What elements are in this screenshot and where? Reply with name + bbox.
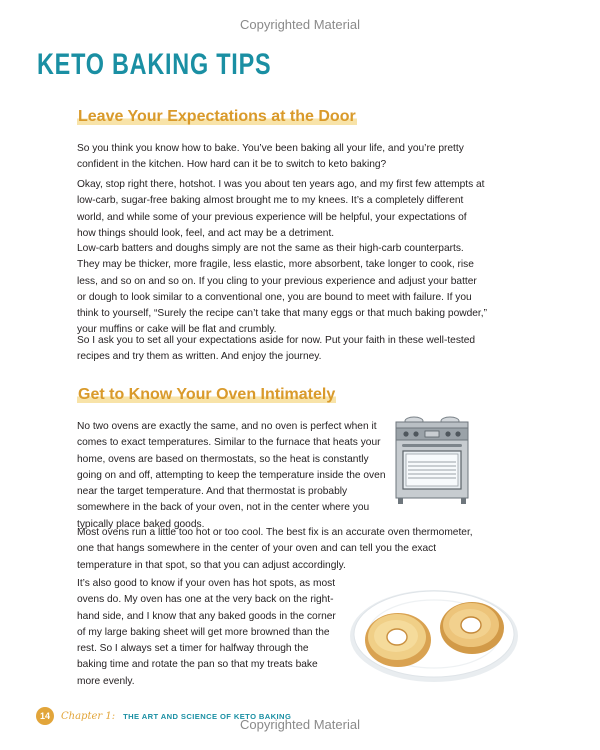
donuts-photo xyxy=(348,584,520,684)
section-heading-oven xyxy=(77,386,336,404)
paragraph: Low-carb batters and doughs simply are not the same as their high-carb counterparts. They may be thicker, more fragile, less elastic, more absorbent, take longer to cook, rise less, and so on and so on. If you cling to your previous experience and adjust your batter or dough to look similar to a conventional one, you are bound to meet with failure. If you think to yourself, “Surely the recipe can’t take that many eggs or that much baking powder,” your muffins or cake will be flat and crumbly. xyxy=(77,243,487,336)
paragraph: So you think you know how to bake. You’ve been baking all your life, and you’re pretty confident in the kitchen. How hard can it be to switch to keto baking? xyxy=(77,143,464,171)
oven-illustration xyxy=(392,412,472,506)
page-title: KETO BAKING TIPS xyxy=(37,48,272,81)
watermark-bottom: Copyrighted Material xyxy=(240,717,360,732)
section-heading-expectations xyxy=(77,108,357,126)
paragraph: It’s also good to know if your oven has hot spots, as most ovens do. My oven has one at the very back on the right-hand side, and I know that any baked goods in the corner of my large baking sheet will get more browned than the rest. So I always set a timer for halfway through the baking time and rotate the pan so that my treats bake more evenly. xyxy=(77,578,336,687)
watermark-top: Copyrighted Material xyxy=(240,17,360,32)
chapter-title: THE ART AND SCIENCE OF KETO BAKING xyxy=(123,711,292,721)
paragraph: Most ovens run a little too hot or too cool. The best fix is an accurate oven thermometer, one that hangs somewhere in the center of your oven and can tell you the exact temperature in that spot, so that you can adjust accordingly. xyxy=(77,527,473,571)
page-number-badge: 14 xyxy=(36,707,54,725)
section-heading-text: Leave Your Expectations at the Door xyxy=(78,108,356,125)
section-heading-text: Get to Know Your Oven Intimately xyxy=(78,386,336,403)
paragraph: Okay, stop right there, hotshot. I was you about ten years ago, and my first few attempts at low-carb, sugar-free baking almost brought me to my knees. It’s a completely different world, and while some of your previous experience will be helpful, your expectations of how things should look, feel, and act may be a detriment. xyxy=(77,179,485,239)
chapter-label: Chapter 1: xyxy=(61,710,116,722)
paragraph: So I ask you to set all your expectations aside for now. Put your faith in these well-tested recipes and try them as written. And enjoy the journey. xyxy=(77,335,476,363)
paragraph: No two ovens are exactly the same, and no oven is perfect when it comes to exact temperatures. Similar to the furnace that heats your home, ovens are based on thermostats, so the heat is constantly going on and off, attempting to keep the temperature inside the oven near the target temperature. And that thermostat is probably somewhere in the back of your oven, not in the center where you typically place baked goods. xyxy=(77,421,386,530)
